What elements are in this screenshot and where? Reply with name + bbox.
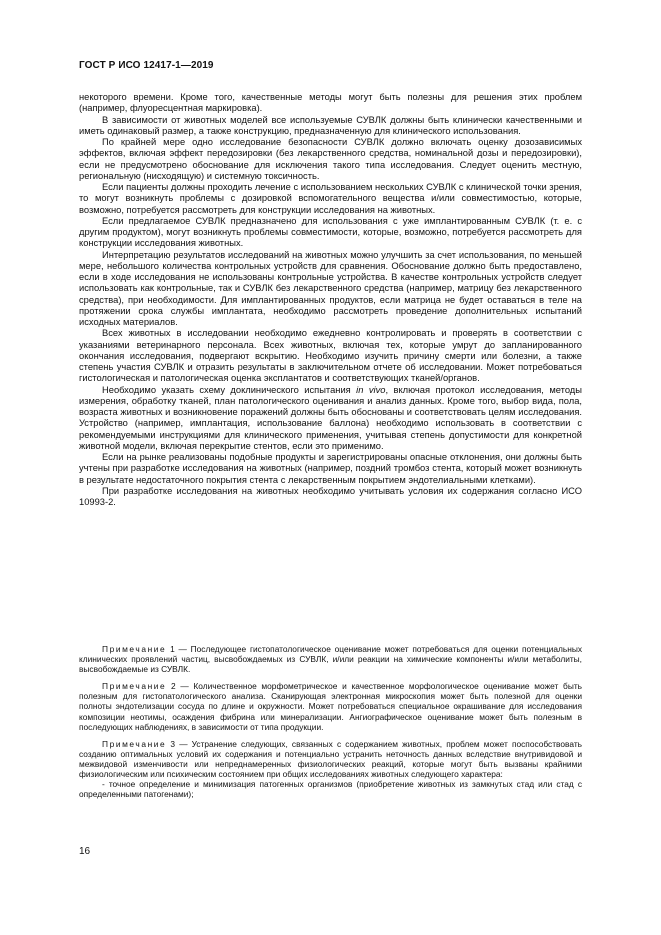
note-text: 2 — Количественное морфометрическое и качественное морфологическое оценивание может быть полезным для гистопатологического анализа. Сканирующая электронная микроскопия может быть полезной для оценки полноты эндотелизации сосуда по длине и окружности. Может потребоваться специальное окрашивание для исследования композиции неотимы, осаждения фибрина или минерализации. Ангиографическое оценивание может быть полезным в последующих наблюдениях, в зависимости от типа продукции.: [79, 681, 582, 732]
body-text: [79, 92, 582, 508]
paragraph: При разработке исследования на животных необходимо учитывать условия их содержания согласно ИСО 10993-2.: [79, 485, 582, 507]
note-label: Примечание: [102, 681, 167, 692]
paragraph: Если предлагаемое СУВЛК предназначено для использования с уже имплантированным СУВЛК (т. е. с другим продуктом), могут возникнуть проблемы совместимости, которые, возможно, потребуется рассмотреть для конструкции исследования животных.: [79, 215, 582, 249]
paragraph-invivo: [79, 385, 582, 453]
note-text: 1 — Последующее гистопатологическое оценивание может потребоваться для оценки потенциальных клинических проявлений частиц, высвобождаемых из СУВЛК, и/или реакции на химические компоненты и/или метаболиты, высвобождаемые из СУВЛК.: [79, 644, 582, 675]
paragraph: Интерпретацию результатов исследований на животных можно улучшить за счет использования, по меньшей мере, небольшого количества контрольных устройств для сравнения. Обоснование должно быть предоставлено, если в ходе исследования не использованы контрольные устройства. В качестве контрольных устройств следует использовать как контрольные, так и СУВЛК без лекарственного средства (например, матрицу без лекарственного средства), при необходимости. Для имплантированных продуктов, если матрица не будет оставаться в теле на протяжении срока службы имплантата, необходимо рассмотреть проведение дополнительных испытаний исходных материалов.: [79, 249, 582, 327]
invivo-before: Необходимо указать схему доклинического испытания: [102, 384, 357, 395]
invivo-after: , включая протокол исследования, методы измерения, обработку тканей, план патологического оценивания и анализ данных. Кроме того, выбор вида, пола, возраста животных и возникновение поражений должны быть обоснованы и соответствовать целям исследования. Устройство (например, имплантация, использование баллона) необходимо использовать в соответствии с рекомендуемыми инструкциями для клинического применения, учитывая степень допустимости для конкретной животной модели, включая перекрытие стентов, если это применимо.: [79, 384, 582, 451]
document-header: ГОСТ Р ИСО 12417-1—2019: [79, 60, 214, 71]
page-number: 16: [79, 846, 91, 857]
paragraph: Если пациенты должны проходить лечение с использованием нескольких СУВЛК с клинической точки зрения, то могут возникнуть проблемы с дозировкой вспомогательного вещества и/или совместимостью, которые, возможно, потребуется рассмотреть для конструкции исследования на животных.: [79, 182, 582, 215]
notes-block: [79, 644, 582, 799]
note-label: Примечание: [102, 644, 167, 654]
note-label: Примечание: [102, 738, 167, 749]
paragraph: По крайней мере одно исследование безопасности СУВЛК должно включать оценку дозозависимых эффектов, включая эффект передозировки (без лекарственного средства, номинальной дозы и передозировки), если не предусмотрено обоснование для исключения такого типа исследования. Следует оценить местную, региональную (нисходящую) и системную токсичность.: [79, 137, 582, 181]
note-3-list-item: - точное определение и минимизация патогенных организмов (приобретение животных из замкнутых стад или стад с определенными патогенами);: [79, 779, 582, 800]
paragraph: В зависимости от животных моделей все используемые СУВЛК должны быть клинически качественными и иметь одинаковый размер, а также конструкцию, предназначенную для клинического использования.: [79, 114, 582, 136]
note-3: [79, 739, 582, 779]
note-text: 3 — Устранение следующих, связанных с содержанием животных, проблем может поспособствовать созданию оптимальных условий их содержания и потенциально устранить неточность данных вследствие внутривидовой и межвидовой изменчивости или непреднамеренных физиологических реакций, которые могут быть вызваны крайними физиологическим или психическим состоянием при общих исследованиях животных следующего характера:: [79, 738, 582, 780]
paragraph: Всех животных в исследовании необходимо ежедневно контролировать и проверять в соответствии с указаниями ветеринарного персонала. Всех животных, включая тех, которые умрут до запланированного окончания исследования, подвергают вскрытию. Необходимо изучить причину смерти или болезни, а также степень участия СУВЛК и отразить результаты в заключительном отчете об исследовании. Может потребоваться гистологическая и патологическая оценка эксплантатов и соответствующих тканей/органов.: [79, 328, 582, 384]
note-2: [79, 681, 582, 731]
paragraph: некоторого времени. Кроме того, качественные методы могут быть полезны для решения этих проблем (например, флуоресцентная маркировка).: [79, 92, 582, 114]
paragraph: Если на рынке реализованы подобные продукты и зарегистрированы опасные отклонения, они должны быть учтены при разработке исследования на животных (например, поздний тромбоз стента, который может возникнуть в результате недостаточного покрытия стента с лекарственным покрытием эндотелиальными клетками).: [79, 452, 582, 485]
invivo-italic: in vivo: [356, 384, 386, 395]
note-1: [79, 644, 582, 674]
